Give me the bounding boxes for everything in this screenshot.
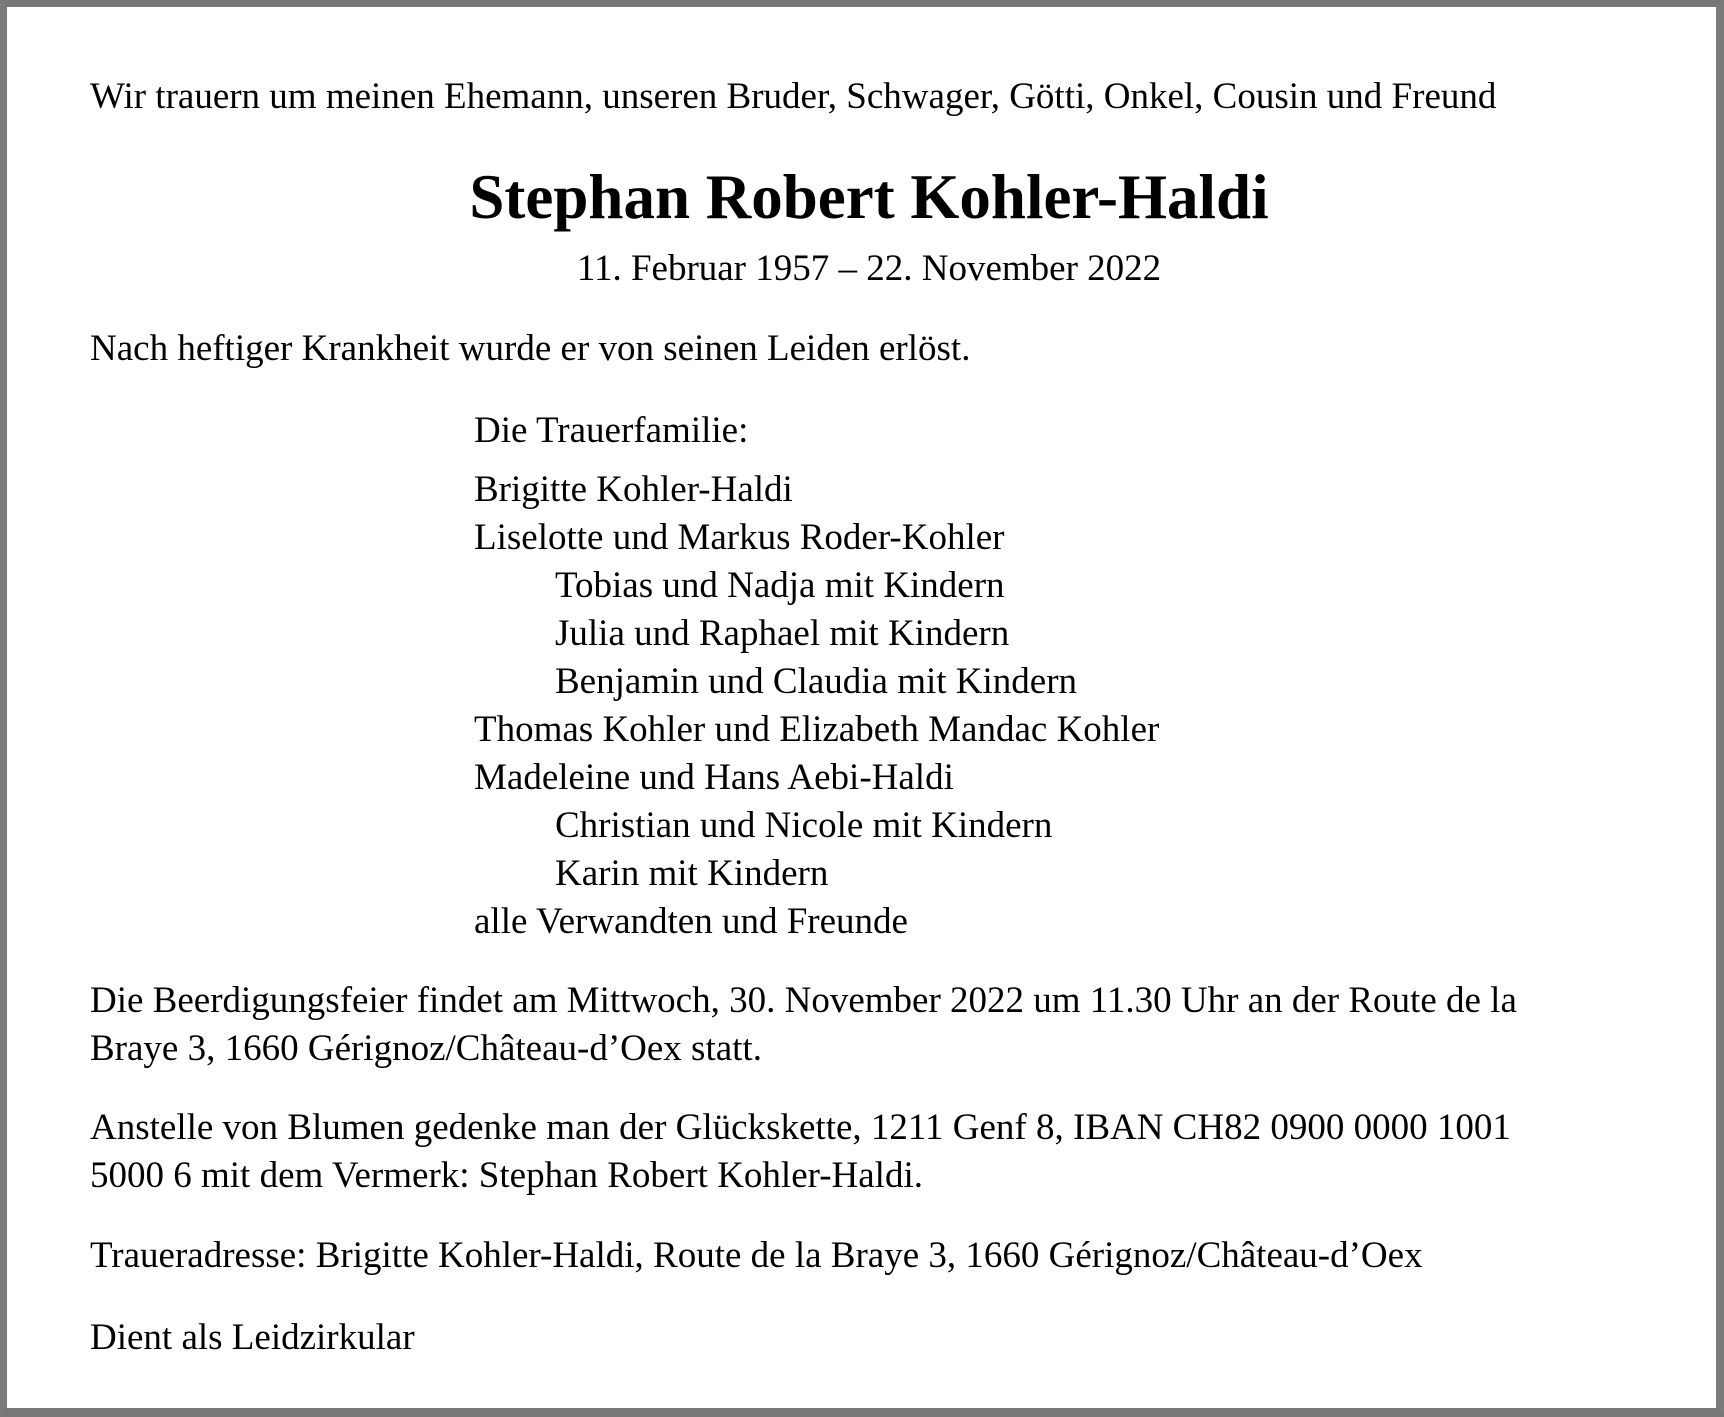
family-heading: Die Trauerfamilie:: [474, 410, 749, 451]
funeral-line: Braye 3, 1660 Gérignoz/Château-d’Oex statt.: [90, 1028, 762, 1069]
family-member: Brigitte Kohler-Haldi: [474, 469, 793, 510]
funeral-line: Die Beerdigungsfeier findet am Mittwoch, 30. November 2022 um 11.30 Uhr an der Route de la: [90, 980, 1517, 1021]
donation-line: Anstelle von Blumen gedenke man der Glückskette, 1211 Genf 8, IBAN CH82 0900 0000 1001: [90, 1107, 1511, 1148]
donation-paragraph: [90, 1104, 1511, 1200]
family-member: Liselotte und Markus Roder-Kohler: [474, 517, 1005, 558]
family-member-child: Karin mit Kindern: [555, 853, 829, 894]
donation-line: 5000 6 mit dem Vermerk: Stephan Robert Kohler-Haldi.: [90, 1155, 923, 1196]
mourning-address: Traueradresse: Brigitte Kohler-Haldi, Route de la Braye 3, 1660 Gérignoz/Château-d’Oex: [90, 1235, 1423, 1276]
life-dates: 11. Februar 1957 – 22. November 2022: [576, 248, 1162, 289]
family-member-child: Tobias und Nadja mit Kindern: [555, 565, 1005, 606]
deceased-name: Stephan Robert Kohler-Haldi: [469, 162, 1269, 232]
family-member-child: Julia und Raphael mit Kindern: [555, 613, 1010, 654]
family-member-child: Christian und Nicole mit Kindern: [555, 805, 1053, 846]
funeral-paragraph: [90, 977, 1517, 1073]
family-member: Madeleine und Hans Aebi-Haldi: [474, 757, 954, 798]
family-member: Thomas Kohler und Elizabeth Mandac Kohler: [474, 709, 1160, 750]
relief-sentence: Nach heftiger Krankheit wurde er von seinen Leiden erlöst.: [90, 328, 971, 369]
intro-line: Wir trauern um meinen Ehemann, unseren Bruder, Schwager, Götti, Onkel, Cousin und Freund: [90, 76, 1497, 117]
family-member-child: Benjamin und Claudia mit Kindern: [555, 661, 1078, 702]
family-member: alle Verwandten und Freunde: [474, 901, 908, 942]
family-list: [474, 466, 1159, 946]
circular-note: Dient als Leidzirkular: [90, 1317, 415, 1358]
